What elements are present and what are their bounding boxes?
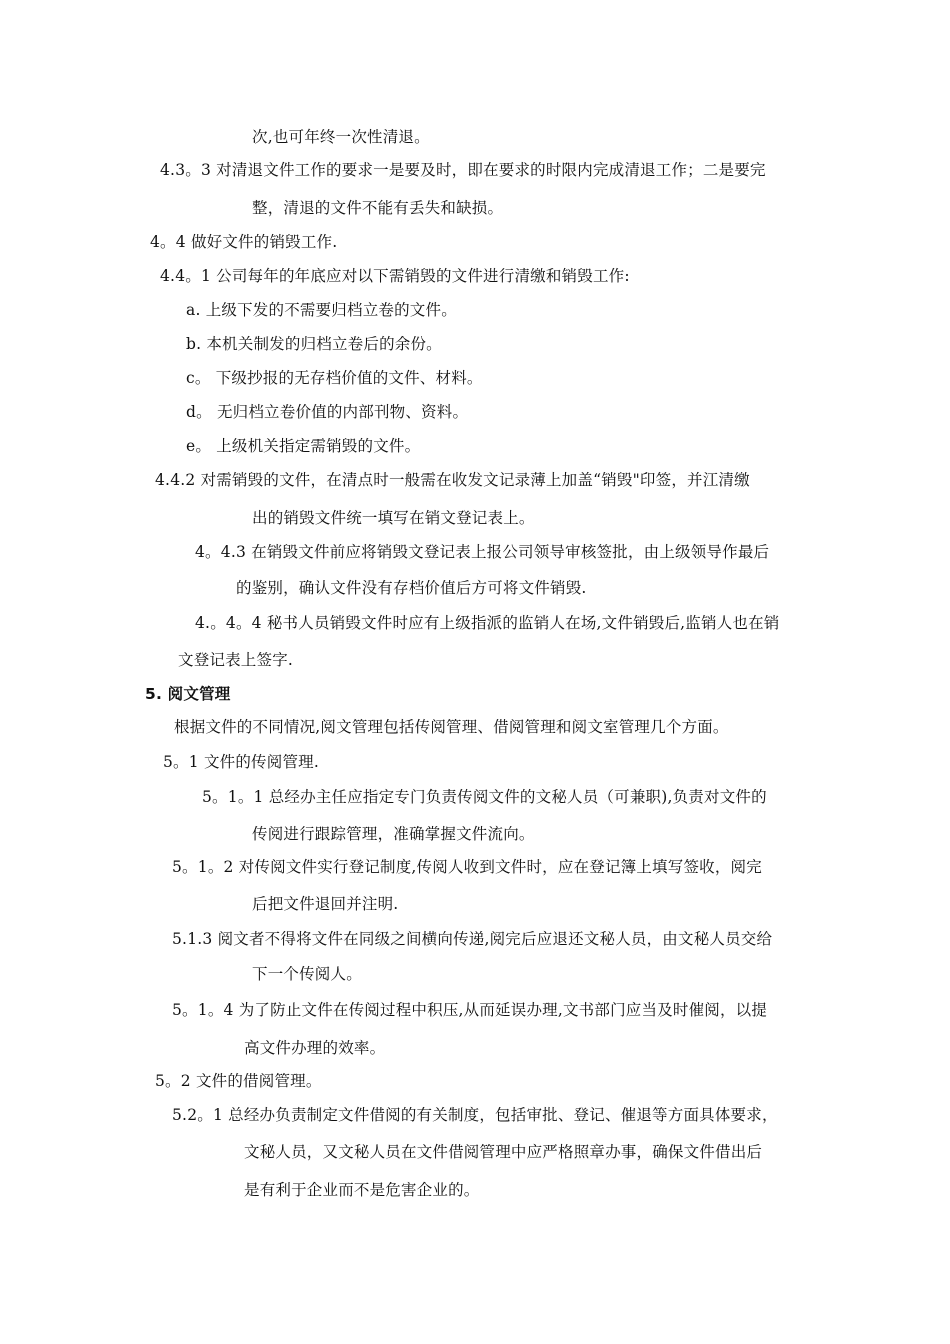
- clause-5-1-3: 5.1.3 阅文者不得将文件在同级之间横向传递,阅完后应退还文秘人员，由文秘人员交给: [172, 930, 773, 948]
- text-line: 整，清退的文件不能有丢失和缺损。: [252, 199, 504, 217]
- text-line: 出的销毁文件统一填写在销文登记表上。: [252, 509, 535, 527]
- text-line: 下一个传阅人。: [252, 965, 362, 983]
- text-line: 是有利于企业而不是危害企业的。: [244, 1181, 480, 1199]
- list-item-a: a. 上级下发的不需要归档立卷的文件。: [186, 301, 457, 319]
- clause-4-4-4: 4.。4。4 秘书人员销毁文件时应有上级指派的监销人在场,文件销毁后,监销人也在销: [195, 614, 780, 632]
- list-item-d: d。 无归档立卷价值的内部刊物、资料。: [186, 403, 469, 421]
- clause-5-1-1: 5。1。1 总经办主任应指定专门负责传阅文件的文秘人员（可兼职),负责对文件的: [202, 788, 767, 806]
- section-heading-5: 5. 阅文管理: [145, 685, 231, 703]
- list-item-e: e。 上级机关指定需销毁的文件。: [186, 437, 421, 455]
- text-line: 根据文件的不同情况,阅文管理包括传阅管理、借阅管理和阅文室管理几个方面。: [174, 718, 729, 736]
- clause-5-2: 5。2 文件的借阅管理。: [155, 1072, 322, 1090]
- clause-5-1-2: 5。1。2 对传阅文件实行登记制度,传阅人收到文件时，应在登记簿上填写签收，阅完: [172, 858, 762, 876]
- list-item-b: b. 本机关制发的归档立卷后的余份。: [186, 335, 442, 353]
- text-line: 传阅进行跟踪管理，准确掌握文件流向。: [252, 825, 535, 843]
- text-line: 的鉴别，确认文件没有存档价值后方可将文件销毁.: [236, 579, 587, 597]
- list-item-c: c。 下级抄报的无存档价值的文件、材料。: [186, 369, 483, 387]
- clause-5-2-1: 5.2。1 总经办负责制定文件借阅的有关制度，包括审批、登记、催退等方面具体要求，: [172, 1106, 778, 1124]
- clause-5-1-4: 5。1。4 为了防止文件在传阅过程中积压,从而延误办理,文书部门应当及时催阅，以提: [172, 1001, 768, 1019]
- text-line: 次,也可年终一次性清退。: [252, 128, 430, 146]
- clause-5-1: 5。1 文件的传阅管理.: [163, 753, 319, 771]
- text-line: 高文件办理的效率。: [244, 1039, 386, 1057]
- clause-4-3-3: 4.3。3 对清退文件工作的要求一是要及时，即在要求的时限内完成清退工作；二是要完: [160, 161, 766, 179]
- clause-4-4-1: 4.4。1 公司每年的年底应对以下需销毁的文件进行清缴和销毁工作:: [160, 267, 630, 285]
- text-line: 后把文件退回并注明.: [252, 895, 399, 913]
- text-line: 文秘人员，又文秘人员在文件借阅管理中应严格照章办事，确保文件借出后: [244, 1143, 763, 1161]
- text-line: 文登记表上签字.: [178, 651, 294, 669]
- clause-4-4-2: 4.4.2 对需销毁的文件，在清点时一般需在收发文记录薄上加盖“销毁"印签，并江清缴: [155, 471, 750, 489]
- clause-4-4-3: 4。4.3 在销毁文件前应将销毁文登记表上报公司领导审核签批，由上级领导作最后: [195, 543, 770, 561]
- clause-4-4: 4。4 做好文件的销毁工作.: [150, 233, 338, 251]
